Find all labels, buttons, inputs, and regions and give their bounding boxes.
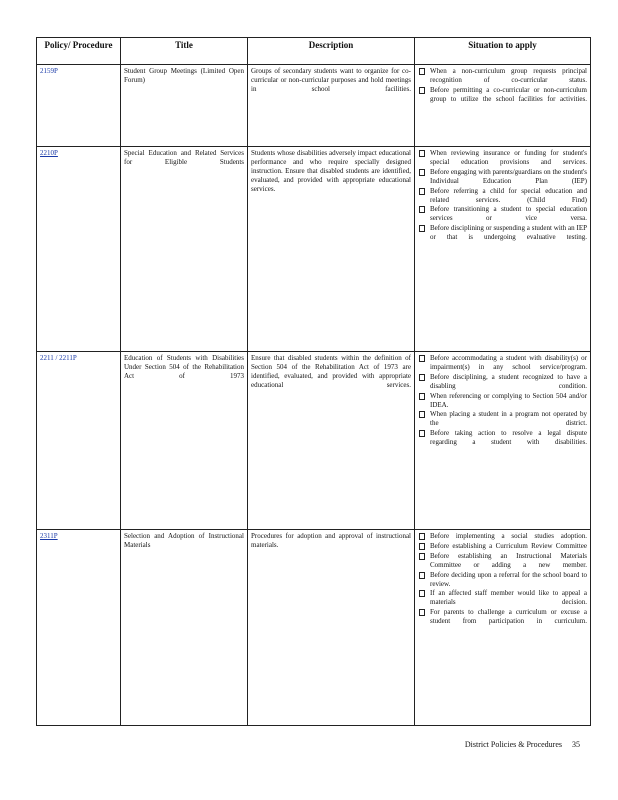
situation-item: If an affected staff member would like to appeal a materials decision. <box>418 589 587 607</box>
header-situation: Situation to apply <box>415 38 591 65</box>
cell-situation <box>415 352 591 530</box>
cell-situation <box>415 65 591 147</box>
cell-policy <box>37 147 121 352</box>
situation-list <box>418 354 587 447</box>
policy-link[interactable]: 2311P <box>40 532 58 540</box>
policy-number[interactable]: 2159P <box>40 67 58 75</box>
cell-situation <box>415 147 591 352</box>
situation-item: When referencing or complying to Section 504 and/or IDEA. <box>418 392 587 410</box>
situation-item: When placing a student in a program not operated by the district. <box>418 410 587 428</box>
situation-item: Before referring a child for special education and related services. (Child Find) <box>418 187 587 205</box>
cell-policy <box>37 352 121 530</box>
table-header-row <box>37 38 591 65</box>
footer-text: District Policies & Procedures <box>464 740 562 749</box>
table-body <box>37 65 591 726</box>
cell-title: Student Group Meetings (Limited Open Forum) <box>121 65 248 147</box>
policy-table <box>36 37 591 726</box>
cell-situation <box>415 530 591 726</box>
cell-title: Education of Students with Disabilities Under Section 504 of the Rehabilitation Act of 1973 <box>121 352 248 530</box>
situation-item: When a non-curriculum group requests principal recognition of co-curricular status. <box>418 67 587 85</box>
policy-link[interactable]: 2210P <box>40 149 58 157</box>
situation-item: Before transitioning a student to special education services or vice versa. <box>418 205 587 223</box>
cell-policy <box>37 530 121 726</box>
cell-description: Ensure that disabled students within the definition of Section 504 of the Rehabilitation Act of 1973 are identified, evaluated, and provided with appropriate educational services. <box>248 352 415 530</box>
situation-item: Before disciplining or suspending a student with an IEP or that is undergoing evaluative testing. <box>418 224 587 242</box>
header-description: Description <box>248 38 415 65</box>
situation-item: Before establishing an Instructional Materials Committee or adding a new member. <box>418 552 587 570</box>
situation-item: Before permitting a co-curricular or non-curriculum group to utilize the school facilities for activities. <box>418 86 587 104</box>
cell-title: Special Education and Related Services for Eligible Students <box>121 147 248 352</box>
table-row <box>37 352 591 530</box>
page-footer <box>440 740 580 749</box>
cell-description: Students whose disabilities adversely impact educational performance and who require specially designed instruction. Ensure that disabled students are identified, evaluated, and provided with appropriate educational services. <box>248 147 415 352</box>
situation-item: Before taking action to resolve a legal dispute regarding a student with disabilities. <box>418 429 587 447</box>
cell-policy <box>37 65 121 147</box>
situation-item: Before accommodating a student with disability(s) or impairment(s) in any school service/program. <box>418 354 587 372</box>
cell-title: Selection and Adoption of Instructional Materials <box>121 530 248 726</box>
table-row <box>37 65 591 147</box>
page-number: 35 <box>572 740 580 749</box>
situation-list <box>418 149 587 242</box>
table-row <box>37 530 591 726</box>
cell-description: Groups of secondary students want to organize for co-curricular or non-curricular purposes and hold meetings in school facilities. <box>248 65 415 147</box>
situation-item: Before implementing a social studies adoption. <box>418 532 587 541</box>
situation-item: Before deciding upon a referral for the school board to review. <box>418 571 587 589</box>
header-policy: Policy/ Procedure <box>37 38 121 65</box>
policy-number[interactable]: 2211 / 2211P <box>40 354 77 362</box>
table-row <box>37 147 591 352</box>
cell-description: Procedures for adoption and approval of instructional materials. <box>248 530 415 726</box>
situation-item: For parents to challenge a curriculum or excuse a student from participation in curriculum. <box>418 608 587 626</box>
header-title: Title <box>121 38 248 65</box>
situation-item: When reviewing insurance or funding for student's special education provisions and services. <box>418 149 587 167</box>
situation-item: Before establishing a Curriculum Review Committee <box>418 542 587 551</box>
situation-item: Before disciplining, a student recognized to have a disabling condition. <box>418 373 587 391</box>
situation-item: Before engaging with parents/guardians on the student's Individual Education Plan (IEP) <box>418 168 587 186</box>
situation-list <box>418 532 587 626</box>
situation-list <box>418 67 587 104</box>
